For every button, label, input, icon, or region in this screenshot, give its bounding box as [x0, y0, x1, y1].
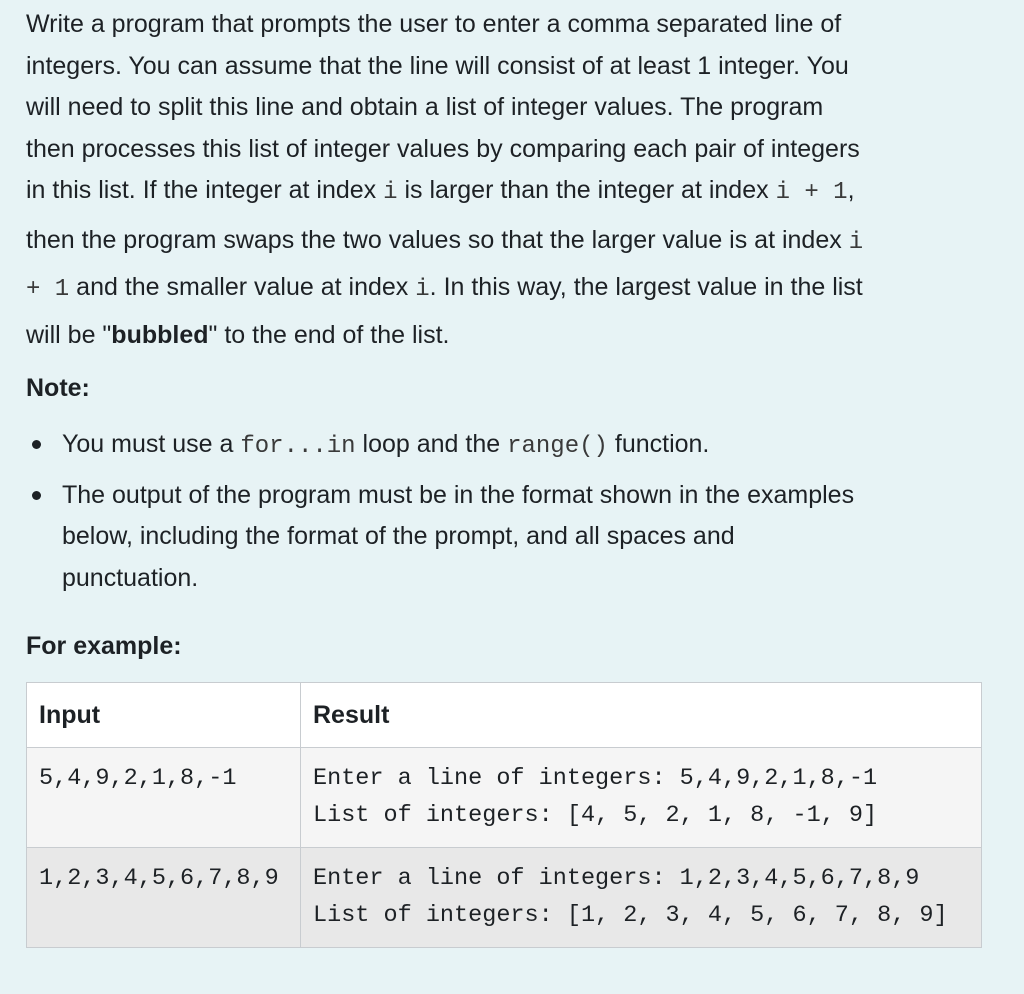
- examples-table: [26, 682, 982, 948]
- note-text: loop and the: [355, 430, 508, 458]
- intro-line-3: will need to split this line and obtain a list of integer values. The program: [26, 93, 824, 121]
- intro-text: . In this way, the largest value in the list: [429, 273, 863, 301]
- result-line: Enter a line of integers: 1,2,3,4,5,6,7,8,9: [313, 865, 920, 892]
- example-heading: For example:: [26, 632, 182, 660]
- intro-line-7: [26, 267, 996, 311]
- result-line: Enter a line of integers: 5,4,9,2,1,8,-1: [313, 765, 878, 792]
- intro-paragraph: [26, 4, 996, 356]
- input-cell: 1,2,3,4,5,6,7,8,9: [27, 848, 301, 948]
- note-heading: Note:: [26, 374, 90, 402]
- code-index-i: i: [415, 276, 430, 303]
- note-item-2: [26, 475, 986, 600]
- bullet-icon: [32, 440, 41, 449]
- code-index-i: i: [383, 179, 398, 206]
- note-text: below, including the format of the prompt, and all spaces and: [62, 522, 735, 550]
- note-item-1: [26, 424, 986, 468]
- bold-bubbled: bubbled: [111, 320, 209, 349]
- intro-line-8: [26, 315, 996, 357]
- code-index-i: i: [848, 228, 864, 256]
- table-row: [27, 848, 982, 948]
- note-text: You must use a: [62, 430, 241, 458]
- intro-text: then the program swaps the two values so that the larger value is at index: [26, 225, 849, 254]
- result-line: List of integers: [4, 5, 2, 1, 8, -1, 9]: [313, 801, 878, 829]
- result-line: List of integers: [1, 2, 3, 4, 5, 6, 7, 8, 9]: [313, 901, 948, 929]
- intro-line-6: [26, 220, 996, 264]
- result-cell: [301, 748, 982, 848]
- code-range: range(): [507, 433, 608, 460]
- table-row: [27, 748, 982, 848]
- intro-line-1: Write a program that prompts the user to enter a comma separated line of: [26, 10, 842, 38]
- code-for-in: for...in: [240, 433, 356, 460]
- intro-text: ,: [847, 176, 855, 204]
- table-header-row: [27, 683, 982, 748]
- note-text: The output of the program must be in the format shown in the examples: [62, 480, 855, 509]
- intro-text: " to the end of the list.: [208, 320, 450, 349]
- intro-text: in this list. If the integer at index: [26, 176, 384, 204]
- intro-line-5: [26, 170, 996, 214]
- note-text: function.: [607, 430, 710, 458]
- input-cell: 5,4,9,2,1,8,-1: [27, 748, 301, 848]
- intro-line-2: integers. You can assume that the line will consist of at least 1 integer. You: [26, 51, 849, 80]
- note-text: punctuation.: [62, 563, 199, 592]
- intro-line-4: then processes this list of integer values by comparing each pair of integers: [26, 134, 860, 163]
- header-input: Input: [27, 683, 301, 748]
- intro-text: will be ": [26, 320, 112, 349]
- code-index-i-plus-1: i + 1: [775, 179, 848, 206]
- result-cell: [301, 848, 982, 948]
- intro-text: and the smaller value at index: [69, 273, 416, 301]
- bullet-icon: [32, 491, 41, 500]
- intro-text: is larger than the integer at index: [397, 176, 776, 204]
- notes-list: [26, 424, 986, 606]
- header-result: Result: [301, 683, 982, 748]
- code-plus-1: + 1: [26, 276, 70, 303]
